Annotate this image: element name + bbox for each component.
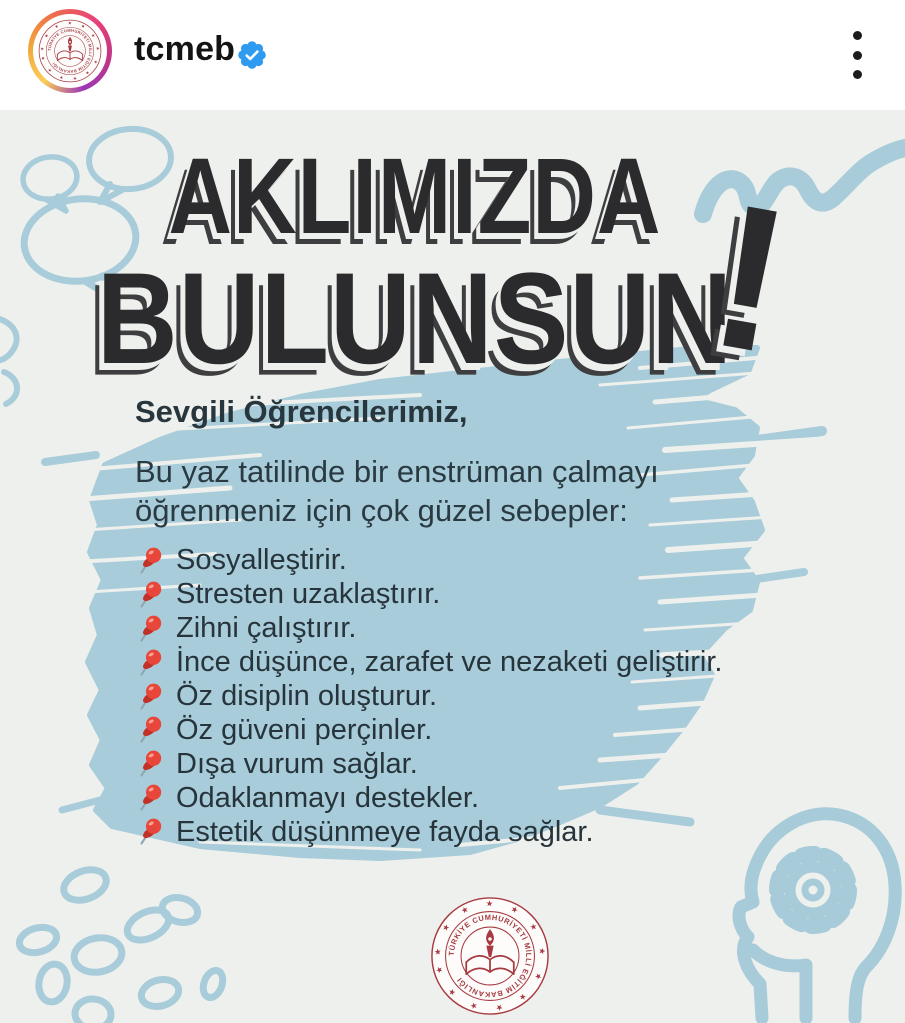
greeting-text: Sevgili Öğrencilerimiz, [135, 394, 468, 429]
meb-seal-avatar-icon [37, 18, 103, 84]
pushpin-icon [138, 648, 168, 678]
reason-text: Odaklanmayı destekler. [176, 781, 480, 814]
more-options-button[interactable] [845, 31, 869, 79]
reasons-list [138, 544, 722, 849]
list-item [138, 713, 722, 747]
reason-text: Sosyalleştirir. [176, 544, 347, 577]
intro-line-1: Bu yaz tatilinde bir enstrüman çalmayı [135, 454, 659, 489]
list-item [138, 680, 722, 714]
list-item [138, 612, 722, 646]
list-item [138, 747, 722, 781]
pushpin-icon [138, 546, 168, 576]
list-item [138, 815, 722, 849]
meb-seal-logo [428, 894, 552, 1018]
title-line-1: AKLIMIZDA [168, 135, 662, 257]
pushpin-icon [138, 580, 168, 610]
pushpin-icon [138, 783, 168, 813]
verified-badge-icon [238, 41, 266, 69]
profile-avatar[interactable] [28, 9, 112, 93]
circles-doodle [17, 864, 227, 1023]
reason-text: Zihni çalıştırır. [176, 612, 357, 645]
reason-text: İnce düşünce, zarafet ve nezaketi geliştirir. [176, 646, 723, 679]
kebab-dot [853, 51, 862, 60]
head-gear-icon [739, 814, 895, 1018]
kebab-dot [853, 31, 862, 40]
title-line-2: BULUNSUN [96, 245, 734, 391]
intro-text [135, 452, 659, 530]
reason-text: Öz disiplin oluşturur. [176, 680, 438, 712]
exclamation-mark: ! [696, 159, 804, 398]
avatar-inner-circle [33, 14, 107, 88]
list-item [138, 781, 722, 815]
reason-text: Stresten uzaklaştırır. [176, 578, 441, 611]
list-item [138, 544, 722, 578]
username-link[interactable]: tcmeb [134, 30, 236, 68]
list-item [138, 578, 722, 612]
post-image[interactable] [0, 110, 905, 1023]
pushpin-icon [138, 749, 168, 779]
pushpin-icon [138, 817, 168, 847]
pushpin-icon [138, 682, 168, 712]
list-item [138, 646, 722, 680]
pushpin-icon [138, 715, 168, 745]
pushpin-icon [138, 614, 168, 644]
intro-line-2: öğrenmeniz için çok güzel sebepler: [135, 493, 628, 528]
reason-text: Dışa vurum sağlar. [176, 747, 418, 780]
kebab-dot [853, 70, 862, 79]
reason-text: Estetik düşünmeye fayda sağlar. [176, 815, 594, 848]
reason-text: Öz güveni perçinler. [176, 713, 433, 746]
post-header [0, 0, 905, 110]
